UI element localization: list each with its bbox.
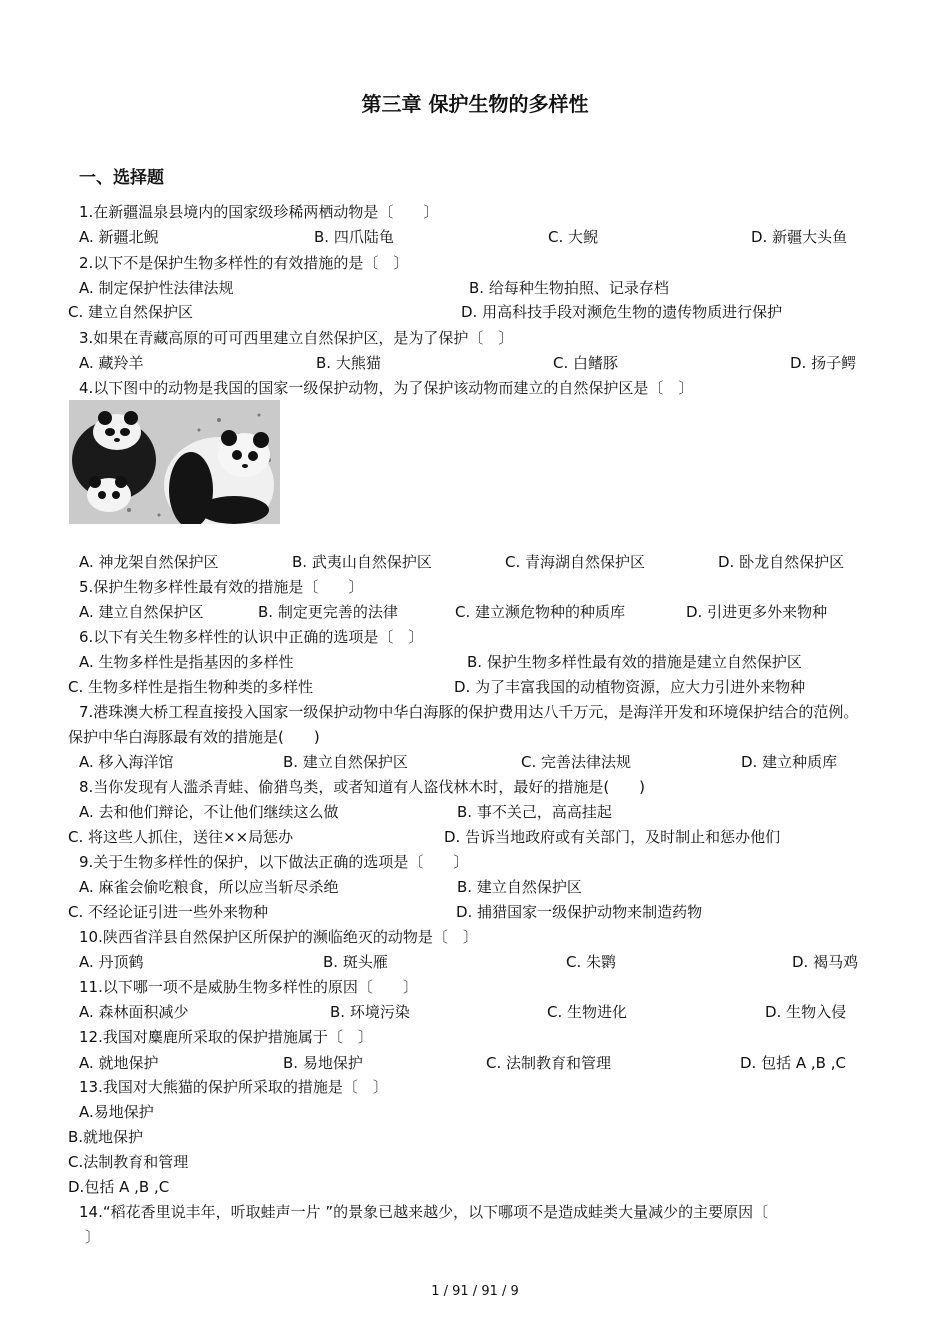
question-4-option-d: D. 卧龙自然保护区 [718, 553, 845, 571]
question-3-option-c: C. 白鳍豚 [553, 354, 619, 372]
question-9-option-c: C. 不经论证引进一些外来物种 [68, 903, 269, 921]
question-6-stem: 6.以下有关生物多样性的认识中正确的选项是〔 〕 [79, 628, 424, 646]
question-12-option-d: D. 包括 A ,B ,C [740, 1054, 846, 1072]
question-1-option-c: C. 大鲵 [548, 228, 599, 246]
question-2-option-a: A. 制定保护性法律法规 [79, 279, 234, 297]
question-5-stem: 5.保护生物多样性最有效的措施是〔 〕 [79, 578, 364, 596]
question-4-stem: 4.以下图中的动物是我国的国家一级保护动物，为了保护该动物而建立的自然保护区是〔 〕 [79, 379, 694, 397]
question-8-option-b: B. 事不关己，高高挂起 [457, 803, 612, 821]
question-2-option-c: C. 建立自然保护区 [68, 303, 194, 321]
question-4-option-c: C. 青海湖自然保护区 [505, 553, 646, 571]
question-13-stem: 13.我国对大熊猫的保护所采取的措施是〔 〕 [79, 1078, 388, 1096]
question-4-option-a: A. 神龙架自然保护区 [79, 553, 219, 571]
question-5-option-b: B. 制定更完善的法律 [258, 603, 398, 621]
question-11-stem: 11.以下哪一项不是威胁生物多样性的原因〔 〕 [79, 978, 418, 996]
question-3-stem: 3.如果在青藏高原的可可西里建立自然保护区，是为了保护〔 〕 [79, 329, 514, 347]
question-9-option-a: A. 麻雀会偷吃粮食，所以应当斩尽杀绝 [79, 878, 339, 896]
question-8-option-a: A. 去和他们辩论，不让他们继续这么做 [79, 803, 339, 821]
question-10-option-b: B. 斑头雁 [323, 953, 388, 971]
question-13-option-a: A.易地保护 [79, 1103, 154, 1121]
question-6-option-c: C. 生物多样性是指生物种类的多样性 [68, 678, 314, 696]
question-14-stem: 14.“稻花香里说丰年，听取蛙声一片 ”的景象已越来越少，以下哪项不是造成蛙类大量减少的主要原因〔 [79, 1203, 769, 1221]
question-12-option-b: B. 易地保护 [283, 1054, 363, 1072]
question-9-stem: 9.关于生物多样性的保护，以下做法正确的选项是〔 〕 [79, 853, 469, 871]
question-2-option-b: B. 给每种生物拍照、记录存档 [469, 279, 669, 297]
question-10-stem: 10.陕西省洋县自然保护区所保护的濒临绝灭的动物是〔 〕 [79, 928, 478, 946]
question-10-option-d: D. 褐马鸡 [792, 953, 859, 971]
question-1-option-a: A. 新疆北鲵 [79, 228, 159, 246]
page-footer: 1 / 91 / 91 / 9 [431, 1284, 519, 1299]
question-11-option-c: C. 生物进化 [547, 1003, 628, 1021]
question-11-option-b: B. 环境污染 [330, 1003, 410, 1021]
question-5-option-c: C. 建立濒危物种的种质库 [455, 603, 626, 621]
question-6-option-d: D. 为了丰富我国的动植物资源，应大力引进外来物种 [454, 678, 806, 696]
question-14-stem-continuation: 〕 [85, 1228, 101, 1246]
question-7-option-d: D. 建立种质库 [741, 753, 838, 771]
question-7-stem: 7.港珠澳大桥工程直接投入国家一级保护动物中华白海豚的保护费用达八千万元，是海洋开发和环境保护结合的范例。保护中华白海豚最有效的措施是( ) [68, 703, 859, 746]
question-8-stem: 8.当你发现有人滥杀青蛙、偷猎鸟类，或者知道有人盗伐林木时，最好的措施是( ) [79, 778, 646, 796]
question-5-option-a: A. 建立自然保护区 [79, 603, 204, 621]
question-4-option-b: B. 武夷山自然保护区 [292, 553, 432, 571]
question-2-stem: 2.以下不是保护生物多样性的有效措施的是〔 〕 [79, 254, 409, 272]
question-9-option-d: D. 捕猎国家一级保护动物来制造药物 [456, 903, 703, 921]
question-9-option-b: B. 建立自然保护区 [457, 878, 582, 896]
question-12-option-a: A. 就地保护 [79, 1054, 159, 1072]
question-1-option-b: B. 四爪陆龟 [314, 228, 394, 246]
question-13-option-c: C.法制教育和管理 [68, 1153, 189, 1171]
question-5-option-d: D. 引进更多外来物种 [686, 603, 828, 621]
question-10-option-a: A. 丹顶鹤 [79, 953, 144, 971]
question-6-option-a: A. 生物多样性是指基因的多样性 [79, 653, 294, 671]
question-6-option-b: B. 保护生物多样性最有效的措施是建立自然保护区 [467, 653, 802, 671]
question-1-option-d: D. 新疆大头鱼 [751, 228, 848, 246]
question-3-option-b: B. 大熊猫 [316, 354, 381, 372]
question-10-option-c: C. 朱鹮 [566, 953, 617, 971]
question-7-option-c: C. 完善法律法规 [521, 753, 632, 771]
question-1-stem: 1.在新疆温泉县境内的国家级珍稀两栖动物是〔 〕 [79, 203, 439, 221]
question-2-option-d: D. 用高科技手段对濒危生物的遗传物质进行保护 [461, 303, 783, 321]
question-11-option-a: A. 森林面积减少 [79, 1003, 189, 1021]
question-7-option-b: B. 建立自然保护区 [283, 753, 408, 771]
question-3-option-a: A. 藏羚羊 [79, 354, 144, 372]
question-11-option-d: D. 生物入侵 [765, 1003, 847, 1021]
question-13-option-b: B.就地保护 [68, 1128, 144, 1146]
question-8-option-c: C. 将这些人抓住，送往××局惩办 [68, 828, 294, 846]
question-3-option-d: D. 扬子鳄 [790, 354, 857, 372]
page-title: 第三章 保护生物的多样性 [361, 92, 589, 116]
question-13-option-d: D.包括 A ,B ,C [68, 1178, 170, 1196]
question-8-option-d: D. 告诉当地政府或有关部门，及时制止和惩办他们 [444, 828, 781, 846]
question-7-option-a: A. 移入海洋馆 [79, 753, 174, 771]
question-12-option-c: C. 法制教育和管理 [486, 1054, 612, 1072]
section-heading: 一、选择题 [79, 168, 164, 188]
panda-photo [69, 400, 280, 524]
question-12-stem: 12.我国对麋鹿所采取的保护措施属于〔 〕 [79, 1028, 373, 1046]
